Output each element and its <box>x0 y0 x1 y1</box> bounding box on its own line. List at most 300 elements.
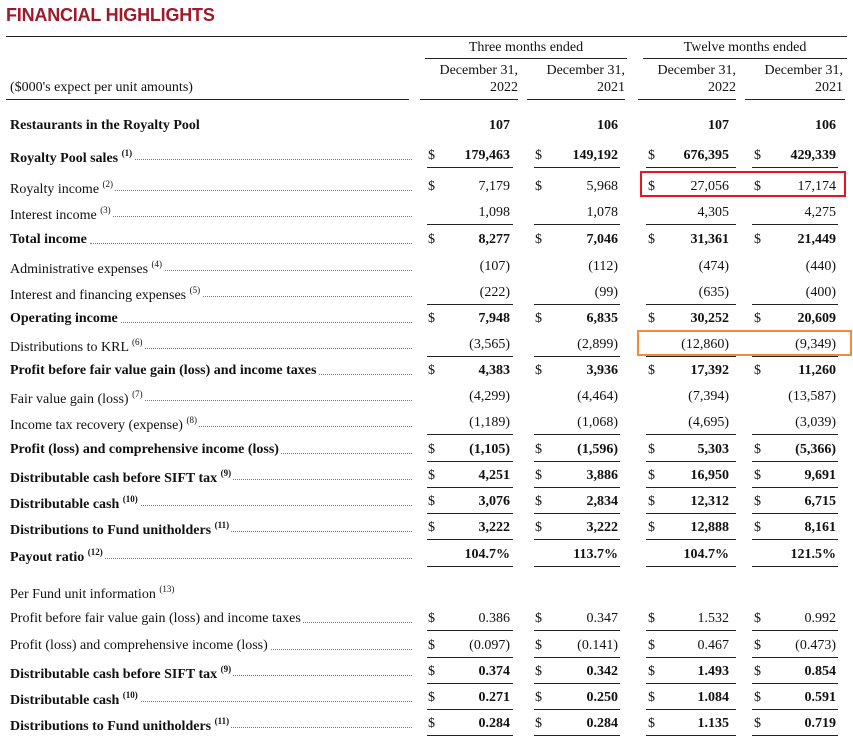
footnote-ref: (11) <box>214 716 230 726</box>
table-row <box>0 203 853 225</box>
footnote-ref: (9) <box>220 468 232 478</box>
currency-symbol: $ <box>428 232 435 247</box>
cell-value: 31,361 <box>690 232 729 247</box>
table-row <box>0 116 853 138</box>
table-row <box>0 413 853 435</box>
row-label-text: Profit before fair value gain (loss) and income taxes <box>10 611 301 626</box>
cell-value: (222) <box>479 285 510 300</box>
cell-underline <box>646 657 736 658</box>
column-header-2-line1: December 31, <box>546 63 625 78</box>
royalty-income-highlight-box <box>640 171 846 197</box>
currency-symbol: $ <box>428 442 435 457</box>
table-row <box>0 361 853 383</box>
currency-symbol: $ <box>754 611 761 626</box>
cell-value: 104.7% <box>683 547 729 562</box>
cell-value: 6,835 <box>586 311 618 326</box>
table-row <box>0 230 853 252</box>
row-label <box>10 442 281 458</box>
cell-value: 5,968 <box>586 179 618 194</box>
cell-value: 1.084 <box>697 690 729 705</box>
cell-underline <box>427 434 513 435</box>
cell-underline <box>427 683 513 684</box>
cell-value: 107 <box>708 118 729 133</box>
column-header-2 <box>527 62 625 96</box>
currency-symbol: $ <box>535 638 542 653</box>
currency-symbol: $ <box>428 716 435 731</box>
row-label <box>10 148 134 167</box>
row-label-text: Distributable cash before SIFT tax <box>10 471 218 486</box>
cell-underline <box>534 434 620 435</box>
cell-underline <box>752 566 838 567</box>
row-label-text: Profit before fair value gain (loss) and income taxes <box>10 363 317 378</box>
cell-value: 3,936 <box>586 363 618 378</box>
currency-symbol: $ <box>754 664 761 679</box>
cell-value: 5,303 <box>697 442 729 457</box>
leader-dots <box>90 322 412 323</box>
cell-underline <box>534 487 620 488</box>
cell-value: 1.135 <box>697 716 729 731</box>
table-row <box>0 492 853 514</box>
cell-underline <box>534 657 620 658</box>
cell-underline <box>646 539 736 540</box>
cell-value: 0.992 <box>804 611 836 626</box>
currency-symbol: $ <box>648 363 655 378</box>
cell-underline <box>427 356 513 357</box>
distributions-krl-highlight-box <box>637 330 852 356</box>
row-label <box>10 259 164 278</box>
units-note: ($000's expect per unit amounts) <box>10 80 193 95</box>
currency-symbol: $ <box>428 664 435 679</box>
cell-underline <box>534 566 620 567</box>
cell-value: (4,695) <box>688 415 729 430</box>
cell-value: (0.141) <box>577 638 618 653</box>
cell-underline <box>646 735 736 736</box>
cell-value: (0.473) <box>795 638 836 653</box>
cell-underline <box>646 630 736 631</box>
cell-underline <box>534 304 620 305</box>
cell-underline <box>646 356 736 357</box>
row-label <box>10 664 233 683</box>
row-label-text: Interest and financing expenses <box>10 288 187 303</box>
table-row <box>0 688 853 710</box>
currency-symbol: $ <box>648 520 655 535</box>
currency-symbol: $ <box>535 690 542 705</box>
leader-dots <box>90 216 412 217</box>
footnote-ref: (8) <box>186 415 197 425</box>
top-divider <box>6 36 847 37</box>
cell-value: 0.284 <box>586 716 618 731</box>
cell-value: 4,383 <box>478 363 510 378</box>
table-row <box>0 609 853 631</box>
cell-value: 106 <box>597 118 618 133</box>
cell-underline <box>646 224 736 225</box>
cell-value: (99) <box>594 285 618 300</box>
cell-underline <box>534 224 620 225</box>
cell-underline <box>534 513 620 514</box>
row-label-text: Royalty Pool sales <box>10 151 119 166</box>
cell-value: (440) <box>805 259 836 274</box>
column-header-3-line1: December 31, <box>657 63 736 78</box>
currency-symbol: $ <box>535 311 542 326</box>
footnote-ref: (12) <box>87 547 103 557</box>
three-months-header: Three months ended <box>468 40 584 55</box>
cell-value: 3,886 <box>586 468 618 483</box>
cell-value: 0.342 <box>586 664 618 679</box>
cell-underline <box>752 356 838 357</box>
cell-underline <box>646 683 736 684</box>
row-label-text: Distributions to Fund unitholders <box>10 719 212 734</box>
currency-symbol: $ <box>754 638 761 653</box>
cell-underline <box>752 434 838 435</box>
cell-value: 0.591 <box>804 690 836 705</box>
table-row <box>0 662 853 684</box>
cell-value: 11,260 <box>798 363 836 378</box>
cell-underline <box>534 461 620 462</box>
currency-symbol: $ <box>754 520 761 535</box>
column-header-4-line1: December 31, <box>764 63 843 78</box>
cell-underline <box>427 224 513 225</box>
currency-symbol: $ <box>535 494 542 509</box>
cell-underline <box>534 683 620 684</box>
row-label <box>10 179 115 198</box>
cell-value: (9,349) <box>795 337 836 352</box>
currency-symbol: $ <box>648 311 655 326</box>
row-label-text: Distributions to KRL <box>10 340 129 355</box>
cell-value: 8,277 <box>478 232 510 247</box>
footnote-ref: (2) <box>102 179 114 189</box>
row-label <box>10 232 89 248</box>
header-rule-col4 <box>745 99 845 100</box>
cell-value: 1.532 <box>697 611 729 626</box>
currency-symbol: $ <box>428 494 435 509</box>
column-header-4-line2: 2021 <box>815 80 843 95</box>
cell-value: 107 <box>489 118 510 133</box>
cell-underline <box>534 167 620 168</box>
footnote-ref: (13) <box>159 584 175 594</box>
currency-symbol: $ <box>535 442 542 457</box>
cell-value: 104.7% <box>464 547 510 562</box>
row-label-text: Income tax recovery (expense) <box>10 418 183 433</box>
cell-value: 30,252 <box>690 311 729 326</box>
cell-value: (3,565) <box>469 337 510 352</box>
cell-underline <box>427 539 513 540</box>
cell-underline <box>752 461 838 462</box>
row-label-text: Payout ratio <box>10 550 85 565</box>
currency-symbol: $ <box>754 179 761 194</box>
cell-underline <box>752 487 838 488</box>
cell-value: 0.374 <box>478 664 510 679</box>
cell-underline <box>752 224 838 225</box>
currency-symbol: $ <box>754 232 761 247</box>
currency-symbol: $ <box>535 611 542 626</box>
table-row <box>0 636 853 658</box>
header-rule-label <box>6 99 409 100</box>
column-header-2-line2: 2021 <box>597 80 625 95</box>
cell-value: 20,609 <box>797 311 836 326</box>
table-row <box>0 440 853 462</box>
cell-underline <box>752 167 838 168</box>
cell-value: 0.386 <box>478 611 510 626</box>
cell-value: 676,395 <box>683 148 729 163</box>
currency-symbol: $ <box>648 716 655 731</box>
cell-underline <box>646 513 736 514</box>
cell-underline <box>646 461 736 462</box>
cell-underline <box>646 167 736 168</box>
currency-symbol: $ <box>428 520 435 535</box>
row-label <box>10 337 145 356</box>
row-label <box>10 285 202 304</box>
currency-symbol: $ <box>754 442 761 457</box>
column-header-1-line2: 2022 <box>490 80 518 95</box>
leader-dots <box>90 558 412 559</box>
cell-value: 8,161 <box>804 520 836 535</box>
cell-underline <box>427 461 513 462</box>
row-label <box>10 205 113 224</box>
cell-value: 17,392 <box>690 363 729 378</box>
currency-symbol: $ <box>535 363 542 378</box>
cell-value: 121.5% <box>790 547 836 562</box>
cell-value: 21,449 <box>797 232 836 247</box>
row-label <box>10 584 176 603</box>
cell-value: 7,948 <box>478 311 510 326</box>
row-label <box>10 494 140 513</box>
cell-value: (4,299) <box>469 389 510 404</box>
cell-underline <box>752 539 838 540</box>
currency-symbol: $ <box>648 232 655 247</box>
cell-value: 0.250 <box>586 690 618 705</box>
table-row <box>0 309 853 331</box>
cell-value: 179,463 <box>464 148 510 163</box>
row-label-text: Restaurants in the Royalty Pool <box>10 118 200 133</box>
cell-value: (1,105) <box>469 442 510 457</box>
currency-symbol: $ <box>535 468 542 483</box>
currency-symbol: $ <box>535 232 542 247</box>
row-label-text: Fair value gain (loss) <box>10 392 129 407</box>
cell-value: 12,888 <box>690 520 729 535</box>
cell-underline <box>534 709 620 710</box>
currency-symbol: $ <box>428 363 435 378</box>
cell-value: (4,464) <box>577 389 618 404</box>
footnote-ref: (9) <box>220 664 232 674</box>
header-rule-col2 <box>527 99 625 100</box>
cell-value: 2,834 <box>586 494 618 509</box>
cell-value: 149,192 <box>572 148 618 163</box>
cell-value: (1,189) <box>469 415 510 430</box>
row-label-text: Operating income <box>10 311 118 326</box>
cell-underline <box>646 566 736 567</box>
row-label <box>10 415 199 434</box>
cell-value: 12,312 <box>690 494 729 509</box>
currency-symbol: $ <box>754 363 761 378</box>
cell-underline <box>646 487 736 488</box>
row-label-text: Royalty income <box>10 182 100 197</box>
cell-underline <box>427 566 513 567</box>
cell-underline <box>534 630 620 631</box>
currency-symbol: $ <box>754 494 761 509</box>
cell-value: 4,305 <box>697 205 729 220</box>
currency-symbol: $ <box>648 611 655 626</box>
cell-underline <box>752 709 838 710</box>
cell-value: 6,715 <box>804 494 836 509</box>
table-row <box>0 387 853 409</box>
cell-value: 429,339 <box>790 148 836 163</box>
cell-value: 0.854 <box>804 664 836 679</box>
cell-value: 1.493 <box>697 664 729 679</box>
row-label <box>10 118 202 134</box>
footnote-ref: (7) <box>132 389 143 399</box>
cell-underline <box>427 657 513 658</box>
leader-dots <box>90 159 412 160</box>
cell-underline <box>752 513 838 514</box>
cell-value: 0.347 <box>586 611 618 626</box>
cell-value: (112) <box>588 259 618 274</box>
row-label-text: Distributable cash <box>10 693 120 708</box>
cell-value: 4,251 <box>478 468 510 483</box>
cell-value: (1,596) <box>577 442 618 457</box>
cell-underline <box>427 167 513 168</box>
cell-underline <box>427 735 513 736</box>
cell-underline <box>752 735 838 736</box>
cell-underline <box>646 709 736 710</box>
table-row <box>0 714 853 736</box>
currency-symbol: $ <box>535 148 542 163</box>
row-label-text: Distributions to Fund unitholders <box>10 523 212 538</box>
table-row <box>0 518 853 540</box>
footnote-ref: (11) <box>214 520 230 530</box>
row-label-text: Distributable cash before SIFT tax <box>10 667 218 682</box>
row-label <box>10 690 140 709</box>
column-header-3-line2: 2022 <box>708 80 736 95</box>
cell-value: 1,098 <box>478 205 510 220</box>
cell-value: 7,179 <box>478 179 510 194</box>
cell-value: 7,046 <box>586 232 618 247</box>
cell-underline <box>752 657 838 658</box>
cell-value: (3,039) <box>795 415 836 430</box>
cell-value: 106 <box>815 118 836 133</box>
row-label-text: Profit (loss) and comprehensive income (loss) <box>10 638 268 653</box>
row-label-text: Distributable cash <box>10 497 120 512</box>
currency-symbol: $ <box>428 148 435 163</box>
column-header-1-line1: December 31, <box>439 63 518 78</box>
row-label-text: Interest income <box>10 208 97 223</box>
cell-value: 3,222 <box>586 520 618 535</box>
cell-value: (13,587) <box>788 389 836 404</box>
header-rule-col3 <box>638 99 736 100</box>
cell-underline <box>534 356 620 357</box>
cell-value: 4,275 <box>804 205 836 220</box>
cell-underline <box>752 683 838 684</box>
three-months-underline <box>425 58 627 59</box>
cell-value: (400) <box>805 285 836 300</box>
currency-symbol: $ <box>428 611 435 626</box>
currency-symbol: $ <box>648 664 655 679</box>
leader-dots <box>90 243 412 244</box>
cell-underline <box>752 630 838 631</box>
row-label <box>10 520 231 539</box>
leader-dots <box>90 190 412 191</box>
footnote-ref: (1) <box>121 148 133 158</box>
cell-value: 27,056 <box>690 179 729 194</box>
cell-value: 113.7% <box>573 547 618 562</box>
currency-symbol: $ <box>648 468 655 483</box>
cell-underline <box>427 513 513 514</box>
cell-value: 16,950 <box>690 468 729 483</box>
cell-value: (107) <box>479 259 510 274</box>
currency-symbol: $ <box>428 468 435 483</box>
currency-symbol: $ <box>648 494 655 509</box>
currency-symbol: $ <box>535 664 542 679</box>
twelve-months-header: Twelve months ended <box>683 40 807 55</box>
row-label <box>10 389 145 408</box>
currency-symbol: $ <box>754 148 761 163</box>
currency-symbol: $ <box>648 179 655 194</box>
row-label <box>10 547 105 566</box>
currency-symbol: $ <box>535 716 542 731</box>
currency-symbol: $ <box>535 179 542 194</box>
cell-value: (5,366) <box>795 442 836 457</box>
currency-symbol: $ <box>428 638 435 653</box>
cell-underline <box>752 304 838 305</box>
table-row <box>0 146 853 168</box>
cell-underline <box>646 434 736 435</box>
column-header-1 <box>420 62 518 96</box>
cell-value: 3,076 <box>478 494 510 509</box>
currency-symbol: $ <box>754 690 761 705</box>
row-label <box>10 363 318 379</box>
currency-symbol: $ <box>754 311 761 326</box>
currency-symbol: $ <box>754 468 761 483</box>
row-label <box>10 311 120 327</box>
row-label-text: Profit (loss) and comprehensive income (loss) <box>10 442 279 457</box>
cell-underline <box>427 709 513 710</box>
cell-underline <box>646 304 736 305</box>
cell-value: (635) <box>698 285 729 300</box>
row-label <box>10 611 303 627</box>
row-label-text: Per Fund unit information <box>10 587 156 602</box>
footnote-ref: (5) <box>189 285 201 295</box>
cell-value: 0.271 <box>478 690 510 705</box>
currency-symbol: $ <box>535 520 542 535</box>
twelve-months-underline <box>643 58 847 59</box>
cell-underline <box>427 487 513 488</box>
footnote-ref: (6) <box>132 337 143 347</box>
currency-symbol: $ <box>648 442 655 457</box>
cell-value: 3,222 <box>478 520 510 535</box>
cell-underline <box>534 735 620 736</box>
row-label-text: Administrative expenses <box>10 262 149 277</box>
table-row <box>0 582 853 604</box>
column-header-4 <box>745 62 843 96</box>
cell-value: 0.719 <box>804 716 836 731</box>
table-row <box>0 466 853 488</box>
cell-value: 9,691 <box>804 468 836 483</box>
table-row <box>0 545 853 567</box>
page-title: FINANCIAL HIGHLIGHTS <box>6 5 215 25</box>
column-header-3 <box>638 62 736 96</box>
cell-underline <box>427 630 513 631</box>
footnote-ref: (10) <box>122 494 138 504</box>
footnote-ref: (10) <box>122 690 138 700</box>
currency-symbol: $ <box>648 690 655 705</box>
currency-symbol: $ <box>648 148 655 163</box>
cell-value: (12,860) <box>681 337 729 352</box>
currency-symbol: $ <box>428 179 435 194</box>
cell-value: (7,394) <box>688 389 729 404</box>
table-row <box>0 257 853 279</box>
header-rule-col1 <box>420 99 518 100</box>
footnote-ref: (3) <box>100 205 111 215</box>
row-label <box>10 716 231 735</box>
